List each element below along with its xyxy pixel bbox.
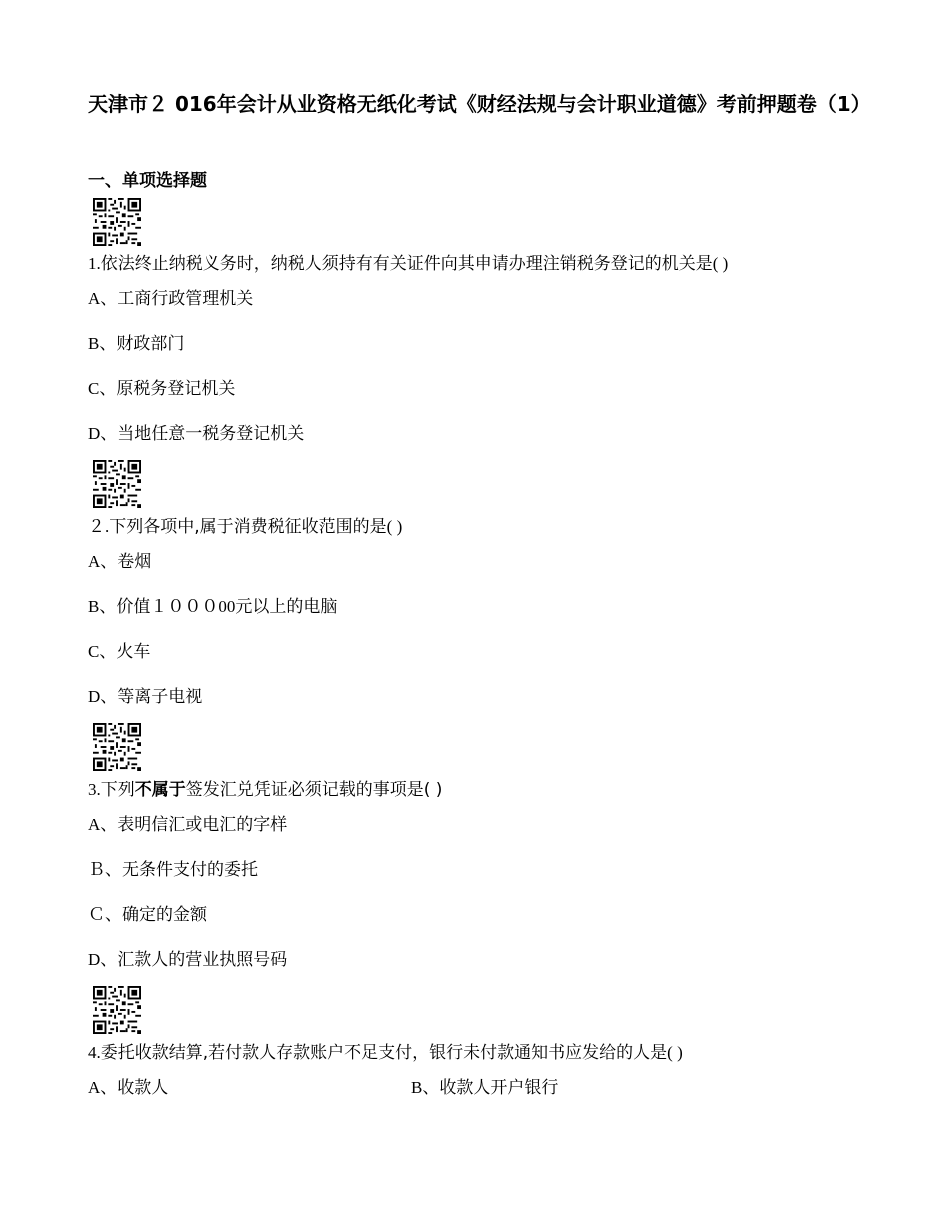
question-text: 下列各项中,属于消费税征收范围的是 <box>109 517 387 537</box>
qr-code-icon <box>93 723 141 771</box>
option-a <box>88 813 287 837</box>
option-letter: A、 <box>88 815 118 834</box>
option-letter: A、 <box>88 1078 118 1097</box>
option-letter: D、 <box>88 687 118 706</box>
option-letter: C、 <box>88 642 117 661</box>
question-text: 委托收款结算,若付款人存款账户不足支付，银行未付款通知书应发给的人是 <box>100 1043 668 1063</box>
option-text: 财政部门 <box>116 334 185 354</box>
question-stem <box>88 1041 683 1065</box>
option-a <box>88 550 151 574</box>
option-text: 当地任意一税务登记机关 <box>117 424 305 444</box>
option-letter: Ｂ、 <box>88 860 122 879</box>
question-text: 依法终止纳税义务时，纳税人须持有有关证件向其申请办理注销税务登记的机关是 <box>100 254 713 274</box>
option-letter: B、 <box>88 334 117 353</box>
option-c <box>88 377 235 401</box>
option-d <box>88 422 304 446</box>
option-number: １０００00 <box>150 597 236 616</box>
option-text: 收款人 <box>117 1078 169 1098</box>
option-a <box>88 287 253 311</box>
question-number: 3. <box>88 780 101 799</box>
question-text: 签发汇兑凭证必须记载的事项是( ) <box>185 780 443 800</box>
option-text: 价值 <box>116 597 151 617</box>
question-number: 1. <box>88 254 101 273</box>
option-b <box>88 595 337 619</box>
option-letter: B、 <box>88 597 117 616</box>
option-c <box>88 640 150 664</box>
option-letter: B、 <box>411 1078 440 1097</box>
option-text: 表明信汇或电汇的字样 <box>117 815 288 835</box>
option-text: 确定的金额 <box>122 905 207 925</box>
option-text: 无条件支付的委托 <box>122 860 258 880</box>
document-title: 天津市２ 016年会计从业资格无纸化考试《财经法规与会计职业道德》考前押题卷（1） <box>88 92 871 116</box>
question-text: 下列 <box>100 780 135 800</box>
qr-code-icon <box>93 986 141 1034</box>
option-d <box>88 948 287 972</box>
question-blank: ( ) <box>386 517 403 536</box>
option-d <box>88 685 202 709</box>
option-letter: A、 <box>88 289 118 308</box>
option-b <box>88 858 258 882</box>
option-letter: A、 <box>88 552 118 571</box>
option-letter: D、 <box>88 424 118 443</box>
option-text: 汇款人的营业执照号码 <box>117 950 288 970</box>
qr-code-icon <box>93 198 141 246</box>
question-number: 4. <box>88 1043 101 1062</box>
option-b <box>411 1076 558 1100</box>
option-text: 元以上的电脑 <box>235 597 338 617</box>
option-text: 火车 <box>116 642 151 662</box>
option-letter: Ｃ、 <box>88 905 122 924</box>
question-blank: ( ) <box>667 1043 683 1062</box>
question-blank: ( ) <box>712 254 729 273</box>
option-a <box>88 1076 168 1100</box>
option-text: 收款人开户银行 <box>439 1078 559 1098</box>
question-stem <box>88 252 728 276</box>
question-stem <box>88 778 442 802</box>
option-text: 卷烟 <box>117 552 152 572</box>
option-letter: D、 <box>88 950 118 969</box>
option-text: 原税务登记机关 <box>116 379 236 399</box>
option-letter: C、 <box>88 379 117 398</box>
section-heading: 一、单项选择题 <box>88 171 207 191</box>
question-stem <box>88 515 402 539</box>
qr-code-icon <box>93 460 141 508</box>
question-number: ２. <box>88 517 110 536</box>
option-text: 工商行政管理机关 <box>117 289 254 309</box>
option-text: 等离子电视 <box>117 687 203 707</box>
option-b <box>88 332 184 356</box>
question-emphasis: 不属于 <box>134 780 186 800</box>
option-c <box>88 903 207 927</box>
